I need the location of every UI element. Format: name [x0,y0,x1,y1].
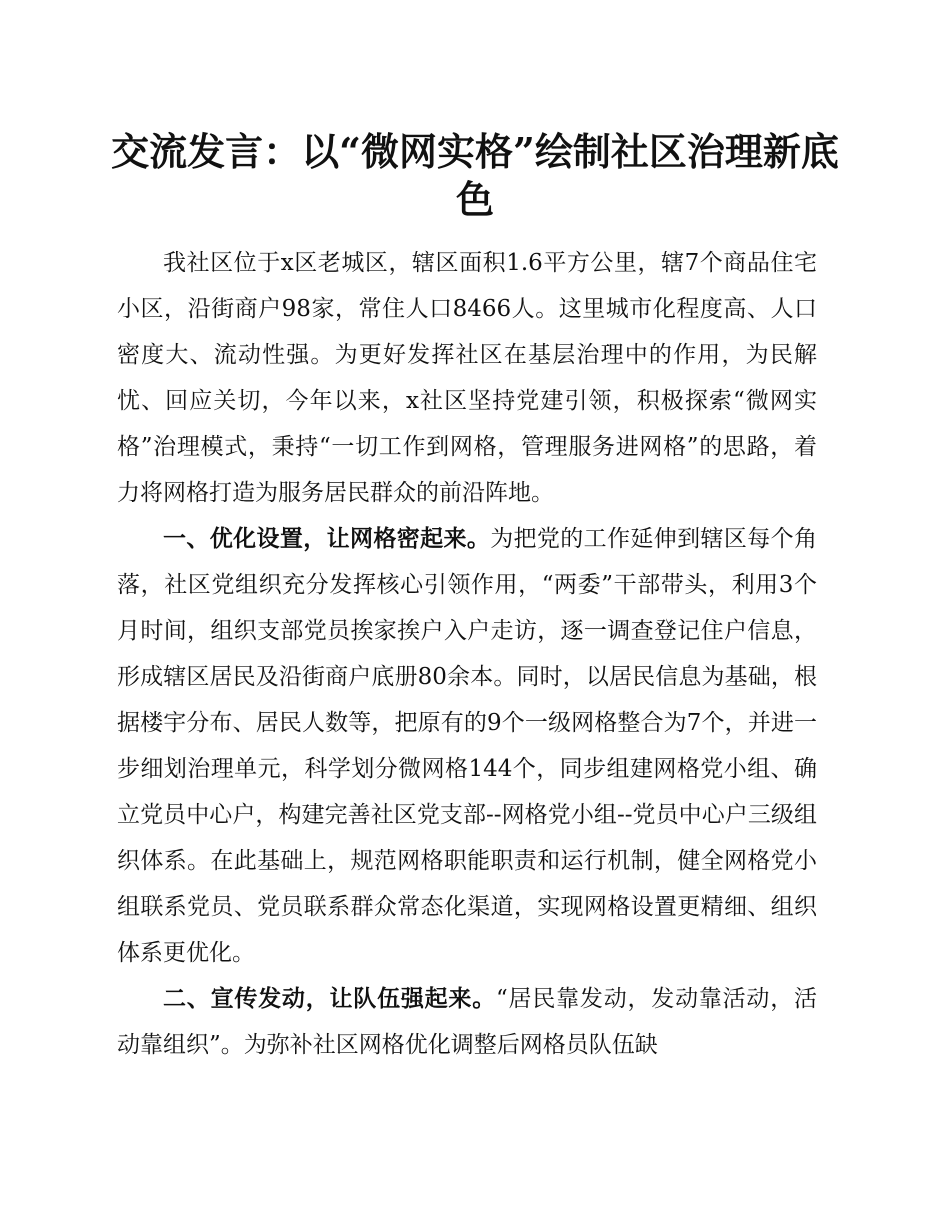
section-heading: 二、宣传发动，让队伍强起来。 [163,986,497,1012]
document-body [117,240,817,1068]
paragraph-section-1 [117,516,817,976]
paragraph-section-2 [117,976,817,1068]
section-heading: 一、优化设置，让网格密起来。 [163,526,491,552]
paragraph-text: 我社区位于x区老城区，辖区面积1.6平方公里，辖7个商品住宅小区，沿街商户98家，常住人口8466人。这里城市化程度高、人口密度大、流动性强。为更好发挥社区在基层治理中的作用，为民解忧、回应关切，今年以来，x社区坚持党建引领，积极探索“微网实格”治理模式，秉持“一切工作到网格，管理服务进网格”的思路，着力将网格打造为服务居民群众的前沿阵地。 [117,250,817,506]
paragraph-intro [117,240,817,516]
document-title: 交流发言：以“微网实格”绘制社区治理新底色 [111,129,839,222]
paragraph-text: 为把党的工作延伸到辖区每个角落，社区党组织充分发挥核心引领作用，“两委”干部带头，利用3个月时间，组织支部党员挨家挨户入户走访，逐一调查登记住户信息，形成辖区居民及沿街商户底册80余本。同时，以居民信息为基础，根据楼宇分布、居民人数等，把原有的9个一级网格整合为7个，并进一步细划治理单元，科学划分微网格144个，同步组建网格党小组、确立党员中心户，构建完善社区党支部--网格党小组--党员中心户三级组织体系。在此基础上，规范网格职能职责和运行机制，健全网格党小组联系党员、党员联系群众常态化渠道，实现网格设置更精细、组织体系更优化。 [117,526,818,966]
paragraph-text: “居民靠发动，发动靠活动，活动靠组织”。为弥补社区网格优化调整后网格员队伍缺 [117,986,817,1058]
